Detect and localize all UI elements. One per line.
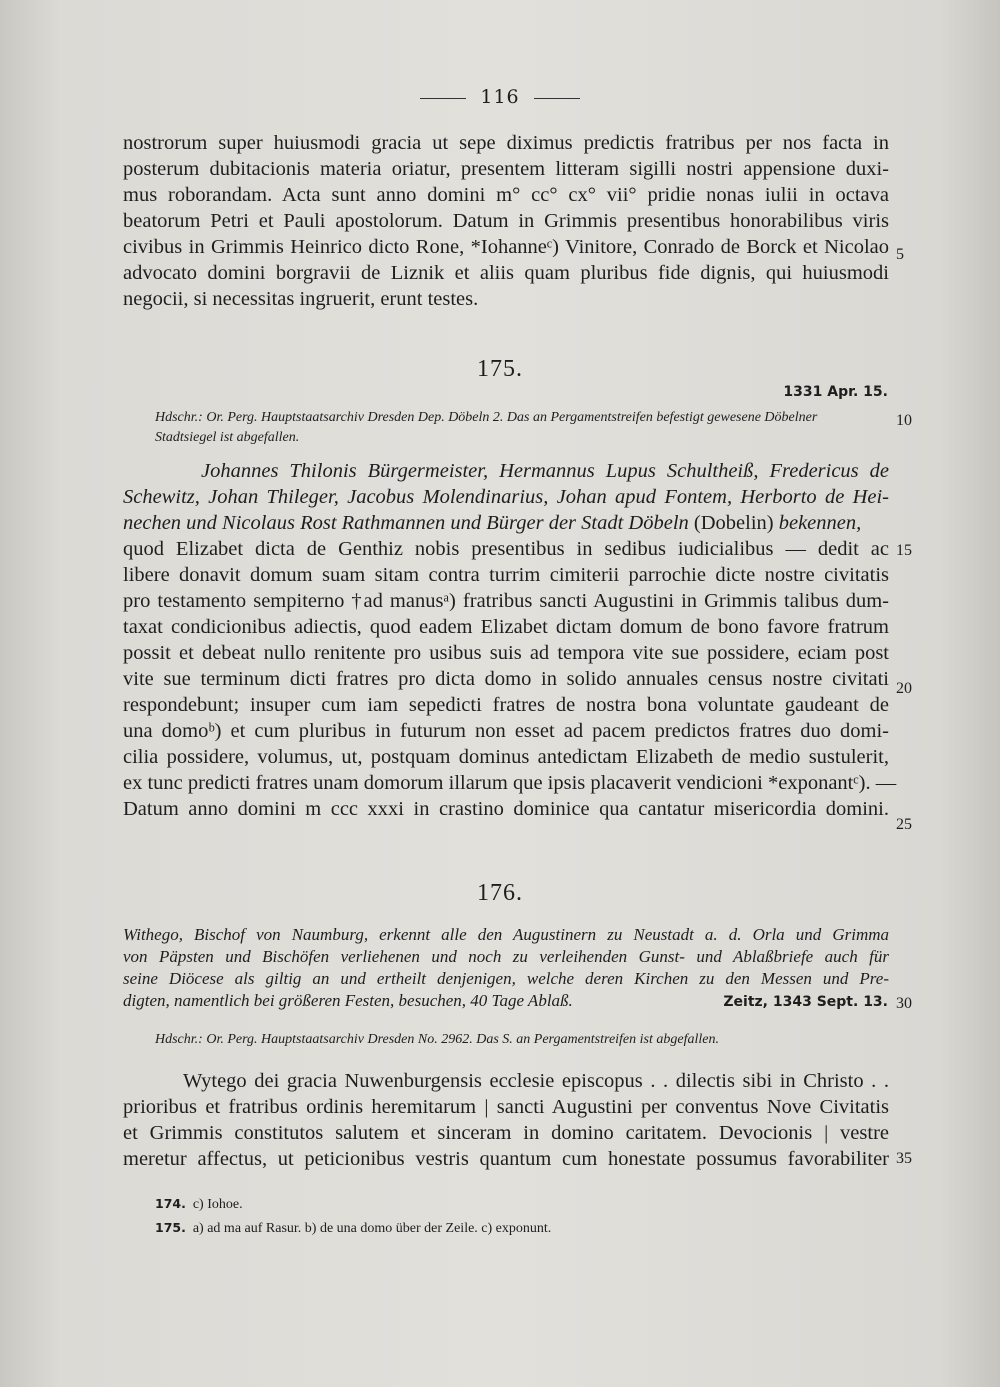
line-number: 25: [896, 816, 912, 833]
header-rule-right: [534, 98, 580, 99]
line-number: 35: [896, 1150, 912, 1167]
text-line: Schewitz, Johan Thileger, Jacobus Molendinarius, Johan apud Fontem, Herborto de Hei-: [123, 486, 889, 508]
text-line: negocii, si necessitas ingruerit, erunt testes.: [123, 288, 479, 310]
footnote-text: a) ad ma auf Rasur. b) de una domo über der Zeile. c) exponunt.: [192, 1221, 552, 1236]
text-line: vite sue terminum dicti fratres pro dicta domo in solido annuales census nostre civitati: [123, 668, 889, 690]
document-number-175: 175.: [477, 356, 523, 382]
page-number: 116: [480, 86, 520, 108]
text-line: libere donavit domum suam sitam contra turrim cimiterii parrochie dicte nostre civitatis: [123, 564, 889, 586]
line-number: 10: [896, 412, 912, 429]
text-line: Johannes Thilonis Bürgermeister, Hermannus Lupus Schultheiß, Fredericus de: [201, 460, 889, 482]
text-line: pro testamento sempiterno †ad manusᵃ) fratribus sancti Augustini in Grimmis talibus dum-: [123, 590, 889, 612]
line-number: 30: [896, 995, 912, 1012]
text-line: cilia possidere, volumus, ut, postquam dominus antedictam Elizabeth de medio sustulerit,: [123, 746, 889, 768]
text-line: possit et debeat nullo renitente pro usibus suis ad tempora vite sue possidere, eciam post: [123, 642, 889, 664]
line-number: 20: [896, 680, 912, 697]
text-line: quod Elizabet dicta de Genthiz nobis presentibus in sedibus iudicialibus — dedit ac: [123, 538, 889, 560]
text-line: Wytego dei gracia Nuwenburgensis ecclesie episcopus . . dilectis sibi in Christo . .: [183, 1070, 889, 1092]
text-line: una domoᵇ) et cum pluribus in futurum non esset ad pacem predictos fratres duo domi-: [123, 720, 889, 742]
source-note-176: Hdschr.: Or. Perg. Hauptstaatsarchiv Dresden No. 2962. Das S. an Pergamentstreifen ist abgefallen.: [155, 1032, 719, 1047]
footnote-174: [155, 1196, 243, 1213]
text-line: respondebunt; insuper cum iam sepedicti fratres de nostra bona voluntate gaudeant de: [123, 694, 889, 716]
text-line-mixed: [123, 510, 889, 536]
page-header: [0, 86, 1000, 108]
regest-line: von Päpsten und Bischöfen verliehenen und noch zu verleihenden Gunst- und Ablaßbriefe auch für: [123, 947, 889, 966]
line-number: 15: [896, 542, 912, 559]
verb-italic: bekennen,: [778, 512, 862, 534]
text-line: posterum dubitacionis materia oriatur, presentem litteram sigilli nostri appensione duxi-: [123, 158, 889, 180]
regest-line: digten, namentlich bei größeren Festen, besuchen, 40 Tage Ablaß.: [123, 991, 573, 1010]
text-line: ex tunc predicti fratres unam domorum illarum que ipsis placaverit vendicioni *exponantᶜ). —: [123, 772, 897, 794]
place-roman: (Dobelin): [693, 512, 774, 534]
footnote-number: 174.: [155, 1196, 186, 1211]
regest-line: Withego, Bischof von Naumburg, erkennt alle den Augustinern zu Neustadt a. d. Orla und Grimma: [123, 925, 889, 944]
document-number-176: 176.: [477, 880, 523, 906]
text-line: meretur affectus, ut peticionibus vestris quantum cum honestate possumus favorabiliter: [123, 1148, 889, 1170]
text-line: Datum anno domini m ccc xxxi in crastino dominice qua cantatur misericordia domini.: [123, 798, 889, 820]
text-line: nostrorum super huiusmodi gracia ut sepe diximus predictis fratribus per nos facta in: [123, 132, 889, 154]
text-line: taxat condicionibus adiectis, quod eadem Elizabet dictam domum de bono favore fratrum: [123, 616, 889, 638]
header-rule-left: [420, 98, 466, 99]
text-line: beatorum Petri et Pauli apostolorum. Datum in Grimmis presentibus honorabilibus viris: [123, 210, 889, 232]
document-date-176: Zeitz, 1343 Sept. 13.: [723, 994, 888, 1010]
source-note-175: Hdschr.: Or. Perg. Hauptstaatsarchiv Dresden Dep. Döbeln 2. Das an Pergamentstreifen befestigt gewesene Döbelner: [155, 410, 818, 425]
text-line: et Grimmis constitutos salutem et sinceram in domino caritatem. Devocionis | vestre: [123, 1122, 889, 1144]
text-line: mus roborandam. Acta sunt anno domini m° cc° cx° vii° pridie nonas iulii in octava: [123, 184, 889, 206]
footnote-number: 175.: [155, 1220, 186, 1235]
footnote-text: c) Iohoe.: [192, 1197, 243, 1212]
document-date-175: 1331 Apr. 15.: [783, 384, 888, 400]
text-line: advocato domini borgravii de Liznik et aliis quam pluribus fide dignis, qui huiusmodi: [123, 262, 889, 284]
regest-line: seine Diöcese als giltig an und ertheilt denjenigen, welche deren Kirchen zu den Messen und Pre-: [123, 969, 889, 988]
footnote-175: [155, 1220, 551, 1237]
line-number: 5: [896, 246, 904, 263]
text-line: civibus in Grimmis Heinrico dicto Rone, *Iohanneᶜ) Vinitore, Conrado de Borck et Nicolao: [123, 236, 889, 258]
text-line: prioribus et fratribus ordinis heremitarum | sancti Augustini per conventus Nove Civitatis: [123, 1096, 889, 1118]
names-italic: nechen und Nicolaus Rost Rathmannen und Bürger der Stadt Döbeln: [123, 512, 689, 534]
source-note-175-cont: Stadtsiegel ist abgefallen.: [155, 430, 300, 445]
